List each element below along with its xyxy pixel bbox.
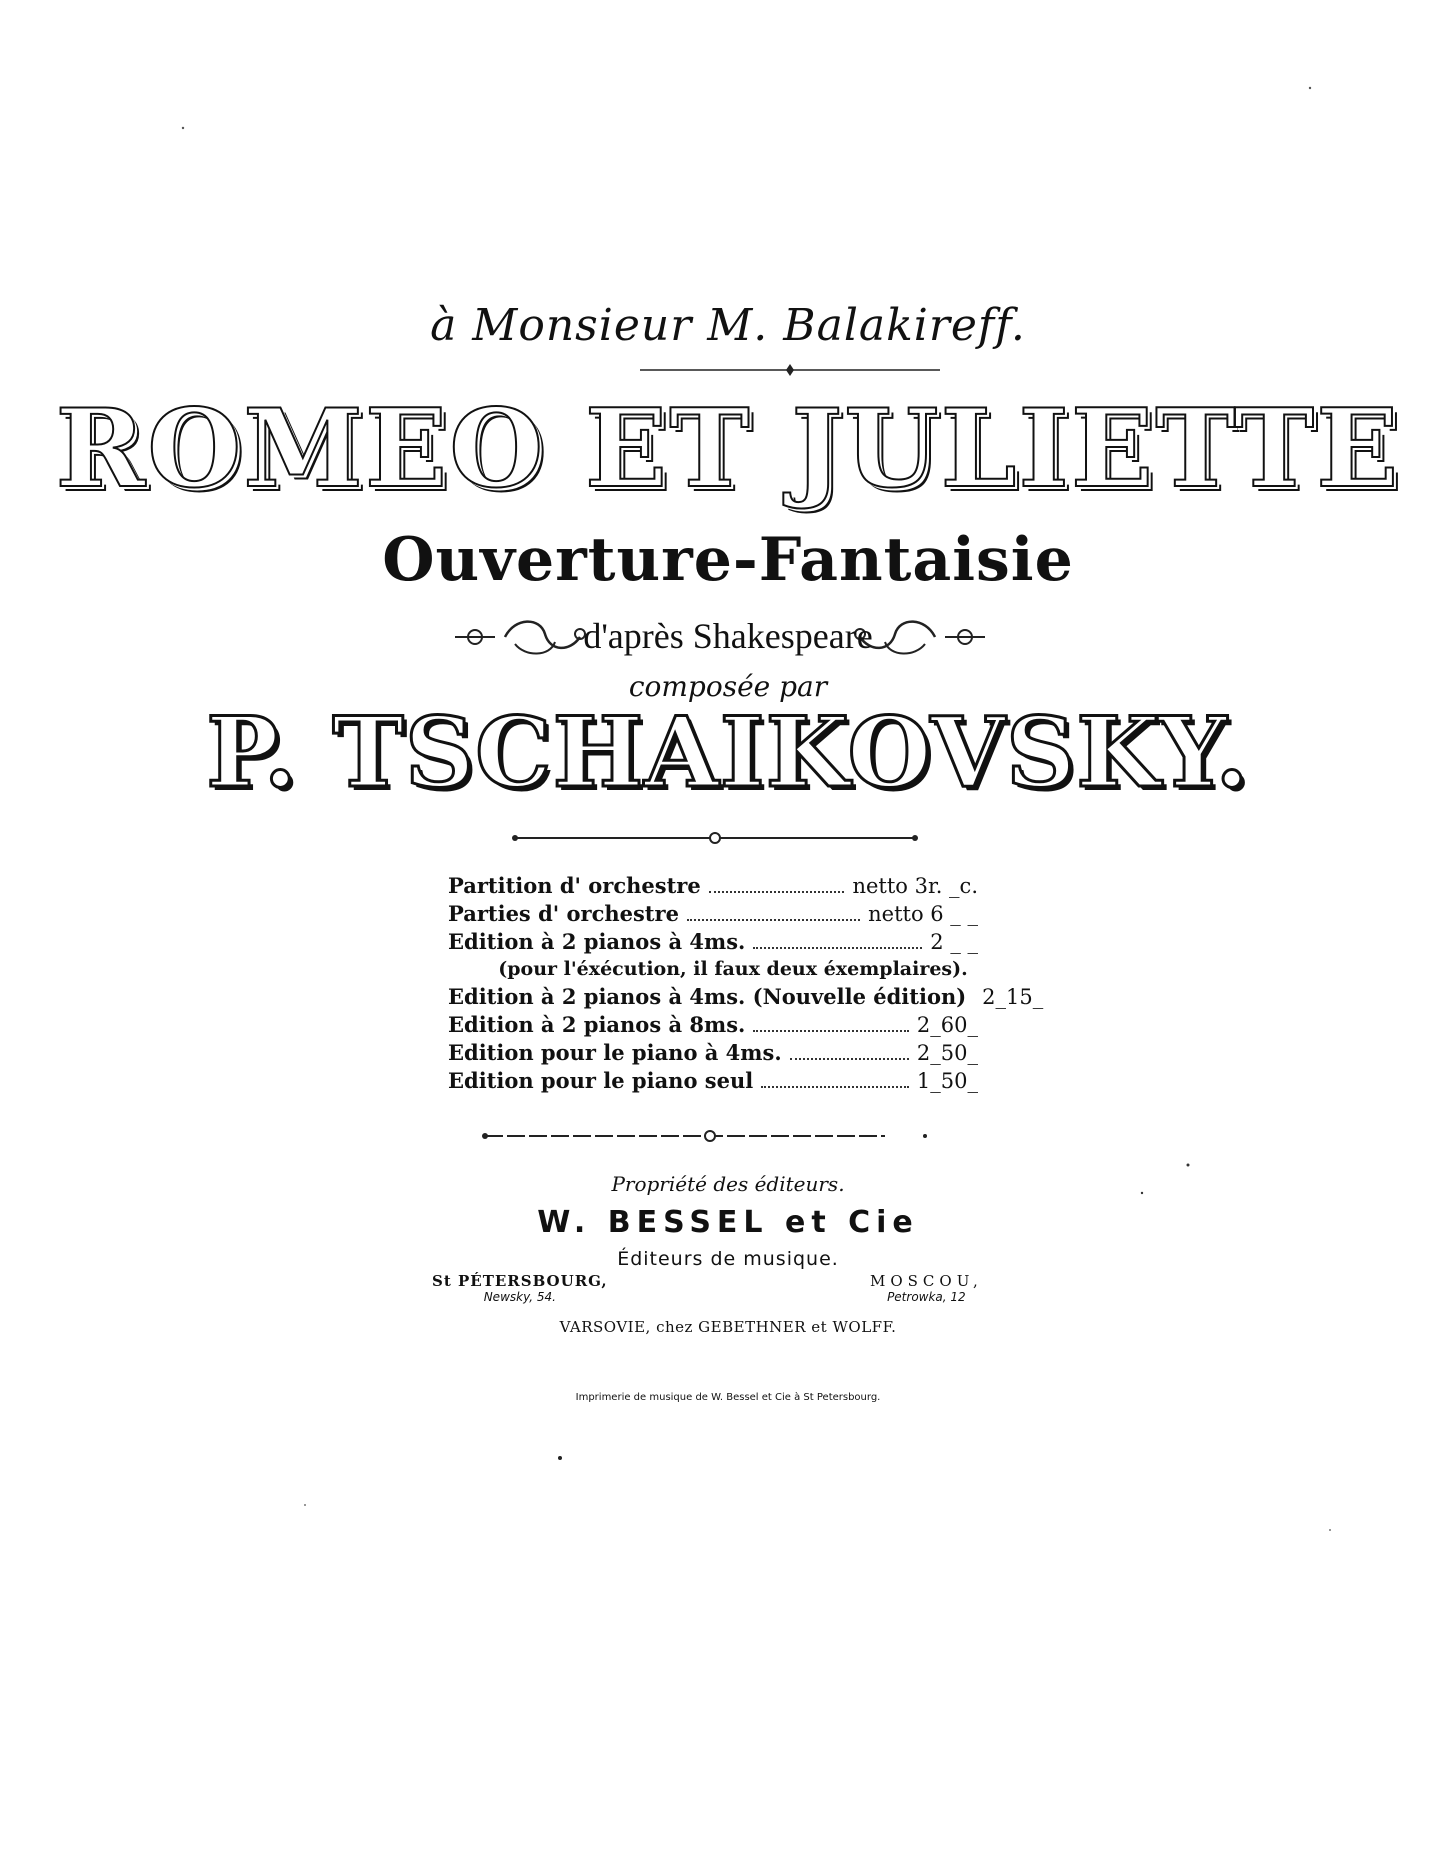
price-label: Edition pour le piano seul [448, 1068, 754, 1093]
price-value: 2 _ _ [930, 930, 978, 954]
city-name: St PÉTERSBOURG, [432, 1272, 608, 1290]
price-value: netto 6 _ _ [868, 902, 978, 926]
imprint-line: Imprimerie de musique de W. Bessel et Cie à St Petersbourg. [575, 1392, 881, 1403]
edition-note: (pour l'éxécution, il faux deux éxemplaires). [498, 958, 968, 980]
price-label: Parties d' orchestre [448, 901, 679, 926]
composed-by: composée par [628, 670, 828, 703]
price-label: Edition à 2 pianos à 4ms. [448, 929, 746, 954]
price-value: netto 3r. _c. [852, 874, 978, 898]
price-label: Edition à 2 pianos à 4ms. (Nouvelle édition) [448, 984, 967, 1009]
price-label: Partition d' orchestre [448, 873, 701, 898]
price-value: 2_15_ [982, 985, 1044, 1009]
price-value: 2_60_ [916, 1013, 978, 1037]
dedication: à Monsieur M. Balakireff. [430, 300, 1026, 351]
varsovie-line: VARSOVIE, chez GEBETHNER et WOLFF. [559, 1318, 897, 1336]
city-name: MOSCOU, [870, 1272, 983, 1290]
price-value: 1_50_ [916, 1069, 978, 1093]
main-title: ROMEO ET JULIETTE [55, 386, 1401, 512]
property-notice: Propriété des éditeurs. [611, 1172, 845, 1196]
subtitle: Ouverture-Fantaisie [382, 525, 1074, 595]
publisher-name: W. BESSEL et Cie [537, 1205, 919, 1240]
city-address: Petrowka, 12 [887, 1290, 966, 1304]
city-address: Newsky, 54. [483, 1290, 556, 1304]
composer-name: P. TSCHAIKOVSKY. [206, 696, 1250, 809]
after-shakespeare: d'après Shakespeare [583, 616, 873, 656]
price-value: 2_50_ [916, 1041, 978, 1065]
price-label: Edition à 2 pianos à 8ms. [448, 1012, 746, 1037]
price-label: Edition pour le piano à 4ms. [448, 1040, 782, 1065]
publisher-subtitle: Éditeurs de musique. [617, 1248, 839, 1270]
